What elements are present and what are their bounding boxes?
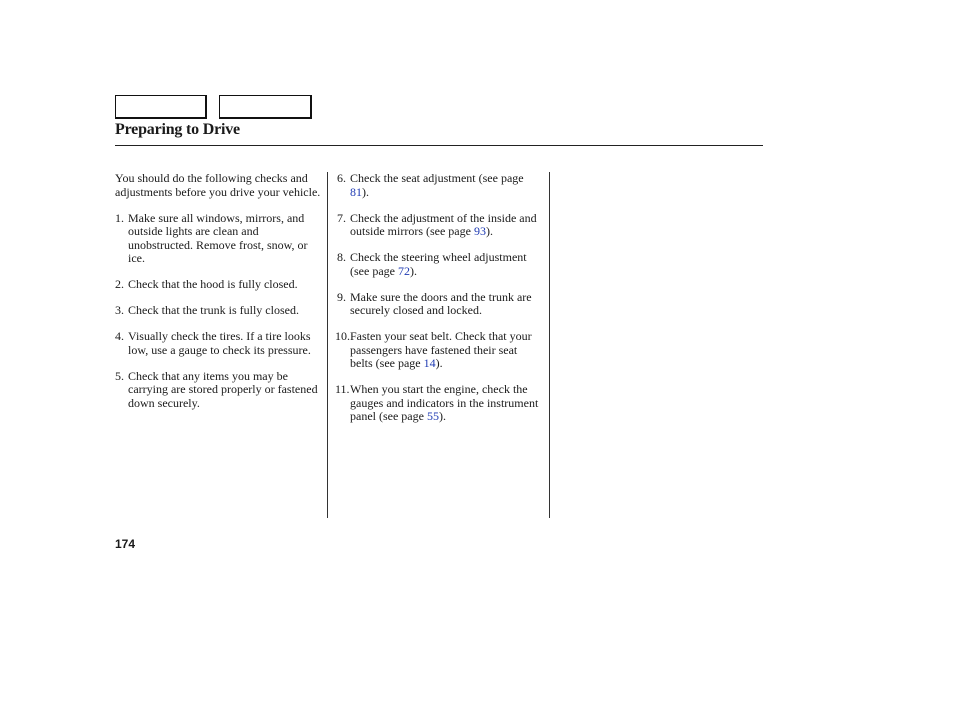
item-text: Check the seat adjustment (see page — [350, 171, 524, 185]
item-text: Check the steering wheel adjustment (see page — [350, 250, 527, 278]
checklist-item — [337, 291, 542, 318]
page-link[interactable]: 72 — [397, 263, 410, 278]
left-column — [115, 172, 323, 423]
page-link[interactable]: 55 — [426, 409, 439, 423]
checklist-item — [337, 251, 542, 278]
page-number: 174 — [115, 537, 136, 551]
checklist-item — [337, 383, 542, 424]
item-text-end: ). — [362, 184, 369, 199]
item-text-end: ). — [438, 409, 446, 423]
page-title: Preparing to Drive — [115, 121, 240, 138]
column-divider — [549, 172, 550, 518]
item-text: Check the adjustment of the inside and outside mirrors (see page — [350, 210, 537, 238]
item-text: Make sure all windows, mirrors, and outside lights are clean and unobstructed. Remove frost, snow, or ice. — [128, 210, 308, 265]
item-number: 8. — [337, 250, 346, 264]
checklist-item — [115, 278, 323, 292]
page-link[interactable]: 14 — [423, 356, 436, 370]
checklist-item — [115, 304, 323, 318]
nav-tab-1[interactable] — [115, 95, 207, 119]
item-number: 4. — [115, 329, 124, 343]
item-number: 2. — [115, 277, 124, 291]
item-text: Fasten your seat belt. Check that your passengers have fastened their seat belts (see page — [350, 329, 532, 370]
page-link[interactable]: 81 — [350, 184, 362, 199]
middle-column — [337, 172, 542, 436]
item-number: 5. — [115, 368, 124, 383]
item-text: Make sure the doors and the trunk are securely closed and locked. — [350, 289, 532, 317]
title-divider — [115, 145, 763, 146]
intro-paragraph: You should do the following checks and adjustments before you drive your vehicle. — [115, 171, 321, 199]
item-text-end: ). — [435, 356, 443, 370]
item-number: 11. — [335, 382, 350, 396]
item-number: 1. — [115, 210, 124, 225]
column-divider — [327, 172, 328, 518]
item-number: 10. — [335, 329, 350, 343]
item-number: 6. — [337, 171, 346, 185]
checklist-item — [337, 330, 542, 371]
item-text: Check that the hood is fully closed. — [128, 277, 298, 291]
item-text-end: ). — [409, 263, 417, 278]
checklist-item — [115, 370, 323, 411]
item-text: Visually check the tires. If a tire looks low, use a gauge to check its pressure. — [128, 329, 311, 357]
checklist-item — [115, 212, 323, 266]
checklist-item — [337, 212, 542, 239]
item-text: Check that the trunk is fully closed. — [128, 303, 299, 317]
nav-tab-2[interactable] — [219, 95, 312, 119]
checklist-item — [337, 172, 542, 199]
page-link[interactable]: 93 — [473, 224, 486, 238]
item-text-end: ). — [485, 224, 493, 238]
item-number: 7. — [337, 210, 346, 225]
item-number: 3. — [115, 303, 124, 317]
item-text: Check that any items you may be carrying are stored properly or fastened down securely. — [128, 368, 318, 410]
item-number: 9. — [337, 289, 346, 304]
item-text: When you start the engine, check the gauges and indicators in the instrument panel (see page — [350, 382, 539, 423]
checklist-item — [115, 330, 323, 357]
